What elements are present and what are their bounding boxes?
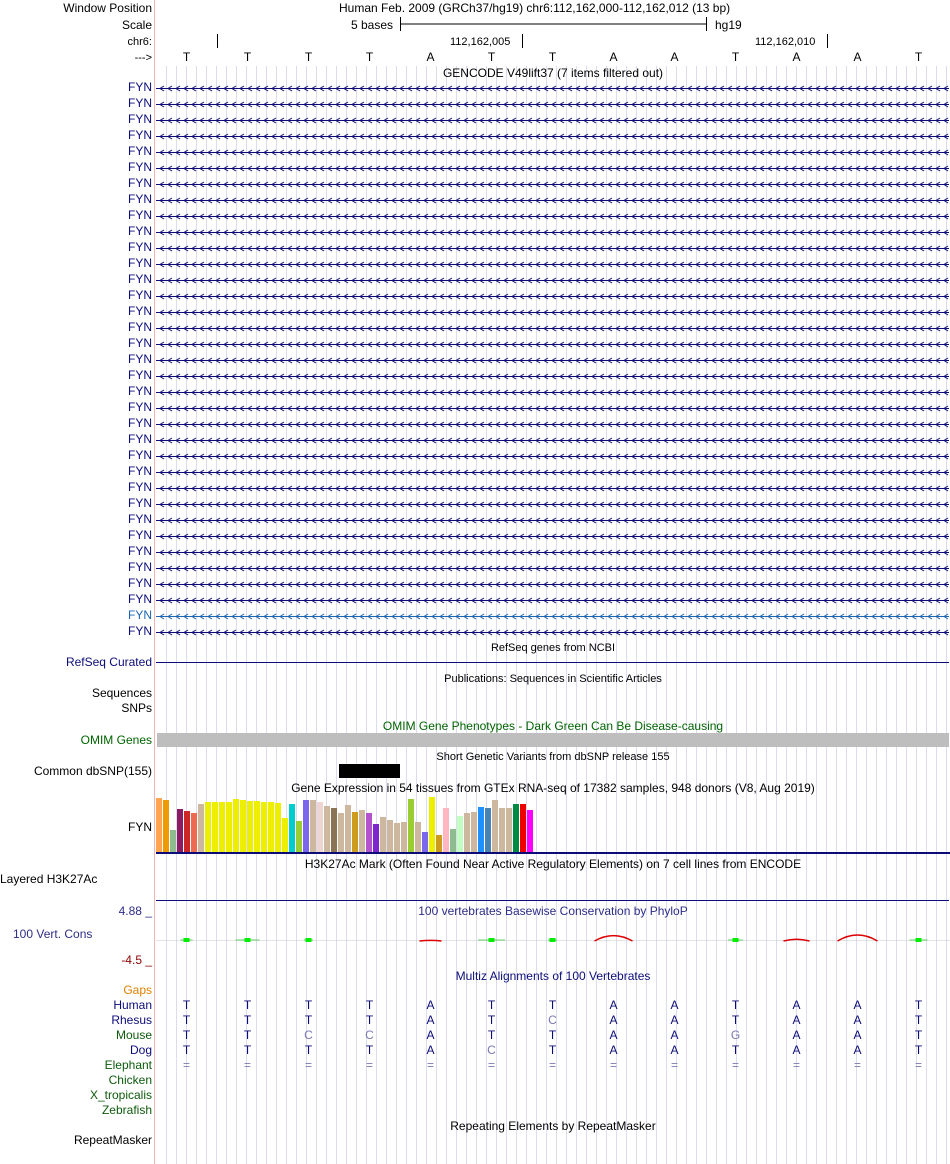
multiz-base: T <box>914 998 923 1012</box>
gencode-gene-label[interactable]: FYN <box>128 288 152 302</box>
gencode-transcript[interactable] <box>156 150 949 155</box>
multiz-base: A <box>426 998 435 1012</box>
phylop-max-label: 4.88 _ <box>118 904 152 918</box>
phylop-value-mark[interactable] <box>548 938 557 942</box>
position-tick-1: 112,162,005 <box>450 36 511 48</box>
gencode-gene-label[interactable]: FYN <box>128 592 152 606</box>
multiz-base: = <box>609 1058 617 1072</box>
gtex-tissue-bar[interactable] <box>261 802 267 852</box>
multiz-species-label[interactable]: Rhesus <box>111 1013 152 1027</box>
multiz-base: T <box>731 1043 740 1057</box>
gtex-tissue-bar[interactable] <box>268 802 274 852</box>
gtex-tissue-bar[interactable] <box>464 813 470 852</box>
gtex-gene-line <box>156 852 950 854</box>
gtex-tissue-bar[interactable] <box>401 822 407 852</box>
multiz-base: T <box>548 1028 557 1042</box>
multiz-base: T <box>243 1028 252 1042</box>
multiz-base: T <box>731 998 740 1012</box>
gencode-transcript[interactable] <box>156 630 949 635</box>
multiz-base: A <box>853 1028 862 1042</box>
gtex-tissue-bar[interactable] <box>156 798 162 852</box>
gencode-transcript[interactable] <box>156 198 949 203</box>
gencode-gene-label[interactable]: FYN <box>128 496 152 510</box>
multiz-base: A <box>792 998 801 1012</box>
gtex-tissue-bar[interactable] <box>254 801 260 852</box>
multiz-base: A <box>426 1043 435 1057</box>
gtex-tissue-bar[interactable] <box>513 804 519 852</box>
multiz-base: A <box>670 998 679 1012</box>
multiz-base: A <box>609 1043 618 1057</box>
gencode-gene-label[interactable]: FYN <box>128 528 152 542</box>
gencode-transcript[interactable] <box>156 486 949 491</box>
repeatmasker-track-title[interactable]: Repeating Elements by RepeatMasker <box>450 1119 656 1133</box>
gencode-gene-label[interactable]: FYN <box>128 304 152 318</box>
multiz-base: = <box>304 1058 312 1072</box>
repeatmasker-track-label[interactable]: RepeatMasker <box>73 1133 152 1147</box>
multiz-species-label[interactable]: Zebrafish <box>101 1103 152 1117</box>
dbsnp-variant-item[interactable] <box>339 764 400 778</box>
phylop-value-mark[interactable] <box>420 940 442 941</box>
gencode-gene-label[interactable]: FYN <box>128 80 152 94</box>
gtex-tissue-bar[interactable] <box>205 802 211 852</box>
phylop-min-label: -4.5 _ <box>121 953 152 967</box>
multiz-base: A <box>609 1028 618 1042</box>
gtex-tissue-bar[interactable] <box>359 810 365 852</box>
gtex-tissue-bar[interactable] <box>373 824 379 852</box>
base-letter: A <box>426 50 435 64</box>
multiz-species-label[interactable]: Human <box>113 998 152 1012</box>
scale-bases: 5 bases <box>351 18 394 32</box>
multiz-base: T <box>914 1028 923 1042</box>
base-letter: T <box>914 50 923 64</box>
gencode-gene-label[interactable]: FYN <box>128 480 152 494</box>
base-letter: T <box>243 50 252 64</box>
gencode-transcript[interactable] <box>156 166 949 171</box>
multiz-base: T <box>548 1043 557 1057</box>
multiz-base: C <box>304 1028 313 1042</box>
multiz-base: T <box>304 1013 313 1027</box>
base-letter: T <box>487 50 496 64</box>
gencode-transcript[interactable] <box>156 326 949 331</box>
multiz-base: T <box>914 1013 923 1027</box>
multiz-base: T <box>731 1013 740 1027</box>
gtex-tissue-bar[interactable] <box>408 799 414 852</box>
gencode-gene-label[interactable]: FYN <box>128 160 152 174</box>
gencode-gene-label[interactable]: FYN <box>128 96 152 110</box>
gtex-bar-chart[interactable] <box>155 796 555 854</box>
strand-label: ---> <box>134 52 152 64</box>
multiz-base: T <box>182 1043 191 1057</box>
phylop-track-label[interactable]: 100 Vert. Cons <box>13 927 93 941</box>
multiz-gaps-label: Gaps <box>123 983 152 997</box>
multiz-base: A <box>609 1013 618 1027</box>
gtex-tissue-bar[interactable] <box>380 817 386 852</box>
phylop-value-mark[interactable] <box>478 938 505 942</box>
gencode-transcript[interactable] <box>156 230 949 235</box>
gencode-gene-label[interactable]: FYN <box>128 128 152 142</box>
multiz-base: C <box>548 1013 557 1027</box>
gencode-transcript[interactable] <box>156 262 949 267</box>
gencode-transcript[interactable] <box>156 454 949 459</box>
gencode-transcript[interactable] <box>156 182 949 187</box>
gencode-transcript[interactable] <box>156 598 949 603</box>
phylop-wiggle[interactable] <box>156 925 950 955</box>
gtex-tissue-bar[interactable] <box>499 808 505 852</box>
gencode-gene-label[interactable]: FYN <box>128 544 152 558</box>
multiz-base: T <box>182 1013 191 1027</box>
gencode-transcript[interactable] <box>156 438 949 443</box>
gencode-gene-label[interactable]: FYN <box>128 192 152 206</box>
gencode-transcript[interactable] <box>156 374 949 379</box>
base-letter: A <box>670 50 679 64</box>
omim-gene-bar[interactable] <box>157 733 949 747</box>
multiz-base: T <box>304 998 313 1012</box>
gencode-transcript[interactable] <box>156 294 949 299</box>
gtex-tissue-bar[interactable] <box>317 802 323 852</box>
multiz-base: A <box>853 998 862 1012</box>
multiz-base: T <box>365 1013 374 1027</box>
gencode-gene-label[interactable]: FYN <box>128 272 152 286</box>
gtex-tissue-bar[interactable] <box>457 816 463 852</box>
gencode-transcript[interactable] <box>156 214 949 219</box>
gtex-tissue-bar[interactable] <box>219 802 225 852</box>
gencode-gene-label[interactable]: FYN <box>128 240 152 254</box>
gencode-transcript[interactable] <box>156 550 949 555</box>
multiz-species-label[interactable]: Mouse <box>115 1028 152 1042</box>
gencode-gene-label[interactable]: FYN <box>128 144 152 158</box>
base-letter: A <box>853 50 862 64</box>
omim-track-title[interactable]: OMIM Gene Phenotypes - Dark Green Can Be Disease-causing <box>382 719 724 733</box>
position-tick-2: 112,162,010 <box>755 36 816 48</box>
chrom-label: chr6: <box>127 36 152 48</box>
gtex-tissue-bar[interactable] <box>366 813 372 852</box>
gencode-transcript[interactable] <box>156 278 949 283</box>
multiz-base: A <box>853 1013 862 1027</box>
gencode-gene-label[interactable]: FYN <box>128 368 152 382</box>
gencode-transcript[interactable] <box>156 502 949 507</box>
multiz-base: A <box>670 1028 679 1042</box>
gtex-tissue-bar[interactable] <box>450 829 456 852</box>
multiz-base: = <box>670 1058 678 1072</box>
multiz-species-label[interactable]: X_tropicalis <box>89 1088 152 1102</box>
multiz-base: T <box>365 1043 374 1057</box>
gtex-tissue-bar[interactable] <box>527 810 533 852</box>
multiz-base: A <box>792 1028 801 1042</box>
gencode-transcript[interactable] <box>156 566 949 571</box>
multiz-base: = <box>243 1058 251 1072</box>
gencode-transcript[interactable] <box>156 390 949 395</box>
gencode-gene-label[interactable]: FYN <box>128 576 152 590</box>
base-letter: A <box>792 50 801 64</box>
multiz-species-label[interactable]: Dog <box>129 1043 152 1057</box>
gencode-gene-label[interactable]: FYN <box>128 336 152 350</box>
gtex-tissue-bar[interactable] <box>212 802 218 852</box>
multiz-base: T <box>914 1043 923 1057</box>
gtex-tissue-bar[interactable] <box>478 807 484 852</box>
gtex-tissue-bar[interactable] <box>163 800 169 852</box>
gencode-gene-label[interactable]: FYN <box>128 384 152 398</box>
gencode-gene-label[interactable]: FYN <box>128 224 152 238</box>
gencode-gene-label[interactable]: FYN <box>128 624 152 638</box>
gtex-tissue-bar[interactable] <box>394 823 400 852</box>
gtex-tissue-bar[interactable] <box>429 797 435 852</box>
gtex-tissue-bar[interactable] <box>240 800 246 852</box>
multiz-base: A <box>670 1013 679 1027</box>
multiz-base: = <box>548 1058 556 1072</box>
gencode-gene-label[interactable]: FYN <box>128 176 152 190</box>
multiz-base: T <box>304 1043 313 1057</box>
multiz-base: T <box>243 998 252 1012</box>
base-letter: T <box>548 50 557 64</box>
multiz-base: = <box>426 1058 434 1072</box>
base-letter: T <box>182 50 191 64</box>
gencode-transcript[interactable] <box>156 358 949 363</box>
gtex-tissue-bar[interactable] <box>345 805 351 852</box>
multiz-base: C <box>365 1028 374 1042</box>
gtex-tissue-bar[interactable] <box>198 804 204 852</box>
assembly-position-info: Human Feb. 2009 (GRCh37/hg19) chr6:112,162,000-112,162,012 (13 bp) <box>339 1 731 15</box>
omim-track-label[interactable]: OMIM Genes <box>80 733 152 747</box>
gencode-gene-label[interactable]: FYN <box>128 560 152 574</box>
multiz-base: T <box>182 998 191 1012</box>
multiz-base: = <box>731 1058 739 1072</box>
refseq-track-title[interactable]: RefSeq genes from NCBI <box>490 642 616 654</box>
gtex-tissue-bar[interactable] <box>443 808 449 852</box>
gtex-tissue-bar[interactable] <box>415 822 421 852</box>
gencode-transcript[interactable] <box>156 86 949 91</box>
gtex-tissue-bar[interactable] <box>520 804 526 852</box>
gencode-transcript[interactable] <box>156 518 949 523</box>
multiz-base: T <box>182 1028 191 1042</box>
gtex-tissue-bar[interactable] <box>422 832 428 852</box>
gencode-track-title[interactable]: GENCODE V49lift37 (7 items filtered out) <box>442 66 664 80</box>
multiz-base: = <box>365 1058 373 1072</box>
scale-db: hg19 <box>715 18 742 32</box>
multiz-base: = <box>792 1058 800 1072</box>
multiz-base: A <box>609 998 618 1012</box>
multiz-base: G <box>730 1028 741 1042</box>
gencode-transcript[interactable] <box>156 582 949 587</box>
gencode-gene-label[interactable]: FYN <box>128 320 152 334</box>
multiz-base: T <box>487 1028 496 1042</box>
gencode-gene-label[interactable]: FYN <box>128 464 152 478</box>
phylop-track-title[interactable]: 100 vertebrates Basewise Conservation by PhyloP <box>418 904 688 918</box>
multiz-base: = <box>853 1058 861 1072</box>
multiz-base: C <box>487 1043 496 1057</box>
publications-track-title[interactable]: Publications: Sequences in Scientific Articles <box>444 673 662 685</box>
multiz-base: T <box>243 1043 252 1057</box>
gencode-gene-label[interactable]: FYN <box>128 416 152 430</box>
gtex-gene-label[interactable]: FYN <box>128 820 152 834</box>
multiz-base: T <box>487 1013 496 1027</box>
gencode-gene-label[interactable]: FYN <box>128 432 152 446</box>
gtex-tissue-bar[interactable] <box>247 801 253 852</box>
refseq-track-label[interactable]: RefSeq Curated <box>65 655 152 669</box>
gtex-tissue-bar[interactable] <box>191 813 197 852</box>
multiz-species-label[interactable]: Chicken <box>108 1073 152 1087</box>
gtex-tissue-bar[interactable] <box>177 809 183 852</box>
gencode-transcript[interactable] <box>156 470 949 475</box>
gencode-gene-label[interactable]: FYN <box>128 208 152 222</box>
gtex-tissue-bar[interactable] <box>310 800 316 852</box>
multiz-base: = <box>182 1058 190 1072</box>
gtex-tissue-bar[interactable] <box>352 812 358 852</box>
multiz-base: T <box>548 998 557 1012</box>
gtex-tissue-bar[interactable] <box>282 818 288 852</box>
base-letter: T <box>731 50 740 64</box>
multiz-species-label[interactable]: Elephant <box>104 1058 152 1072</box>
gencode-gene-label[interactable]: FYN <box>128 256 152 270</box>
gencode-gene-label[interactable]: FYN <box>128 608 152 622</box>
base-letter: A <box>609 50 618 64</box>
gtex-tissue-bar[interactable] <box>485 808 491 852</box>
gencode-transcript[interactable] <box>156 102 949 107</box>
gencode-gene-label[interactable]: FYN <box>128 112 152 126</box>
multiz-base: A <box>426 1013 435 1027</box>
dbsnp-track-title[interactable]: Short Genetic Variants from dbSNP release 155 <box>436 751 670 763</box>
window-position-label: Window Position <box>63 1 152 15</box>
multiz-base: A <box>670 1043 679 1057</box>
gtex-tissue-bar[interactable] <box>226 802 232 852</box>
publications-sequences-label[interactable]: Sequences <box>91 686 152 700</box>
base-letter: T <box>365 50 374 64</box>
base-letter: T <box>304 50 313 64</box>
gencode-gene-label[interactable]: FYN <box>128 352 152 366</box>
phylop-value-mark[interactable] <box>595 936 633 941</box>
phylop-value-mark[interactable] <box>728 938 743 942</box>
gtex-tissue-bar[interactable] <box>289 804 295 852</box>
phylop-value-mark[interactable] <box>910 938 928 942</box>
multiz-base: A <box>426 1028 435 1042</box>
gencode-gene-label[interactable]: FYN <box>128 400 152 414</box>
gtex-tissue-bar[interactable] <box>387 820 393 852</box>
multiz-track-title[interactable]: Multiz Alignments of 100 Vertebrates <box>455 969 651 983</box>
h3k27ac-track-label[interactable]: Layered H3K27Ac <box>0 872 98 886</box>
gencode-transcript[interactable] <box>156 406 949 411</box>
multiz-base: = <box>914 1058 922 1072</box>
gtex-tissue-bar[interactable] <box>436 835 442 852</box>
gtex-tissue-bar[interactable] <box>184 811 190 852</box>
gtex-tissue-bar[interactable] <box>471 812 477 852</box>
gencode-transcript[interactable] <box>156 134 949 139</box>
multiz-base: = <box>487 1058 495 1072</box>
gtex-tissue-bar[interactable] <box>170 830 176 852</box>
gtex-tissue-bar[interactable] <box>296 821 302 852</box>
gencode-transcript[interactable] <box>156 118 949 123</box>
gtex-tissue-bar[interactable] <box>324 806 330 852</box>
multiz-base: T <box>487 998 496 1012</box>
h3k27ac-track-title[interactable]: H3K27Ac Mark (Often Found Near Active Regulatory Elements) on 7 cell lines from ENCODE <box>304 857 802 871</box>
multiz-base: T <box>365 998 374 1012</box>
phylop-value-mark[interactable] <box>181 938 193 942</box>
gencode-transcript[interactable] <box>156 614 949 619</box>
scale-label: Scale <box>121 18 152 32</box>
publications-snps-label[interactable]: SNPs <box>121 701 152 715</box>
multiz-base: A <box>792 1043 801 1057</box>
gtex-tissue-bar[interactable] <box>331 808 337 852</box>
gencode-gene-label[interactable]: FYN <box>128 448 152 462</box>
multiz-base: T <box>243 1013 252 1027</box>
gtex-tissue-bar[interactable] <box>338 813 344 852</box>
multiz-base: A <box>853 1043 862 1057</box>
gencode-transcript[interactable] <box>156 310 949 315</box>
gencode-transcript[interactable] <box>156 246 949 251</box>
gencode-transcript[interactable] <box>156 534 949 539</box>
phylop-value-mark[interactable] <box>838 935 878 941</box>
gtex-tissue-bar[interactable] <box>492 800 498 852</box>
gtex-tissue-bar[interactable] <box>506 808 512 852</box>
gtex-track-title[interactable]: Gene Expression in 54 tissues from GTEx RNA-seq of 17382 samples, 948 donors (V8, Aug 2019) <box>291 781 815 795</box>
phylop-value-mark[interactable] <box>236 938 260 942</box>
phylop-value-mark[interactable] <box>304 938 313 942</box>
gtex-tissue-bar[interactable] <box>303 800 309 852</box>
gtex-tissue-bar[interactable] <box>233 799 239 852</box>
gencode-transcript[interactable] <box>156 422 949 427</box>
gencode-transcript[interactable] <box>156 342 949 347</box>
gtex-tissue-bar[interactable] <box>275 803 281 852</box>
multiz-base: A <box>792 1013 801 1027</box>
gencode-gene-label[interactable]: FYN <box>128 512 152 526</box>
dbsnp-track-label[interactable]: Common dbSNP(155) <box>33 764 152 778</box>
